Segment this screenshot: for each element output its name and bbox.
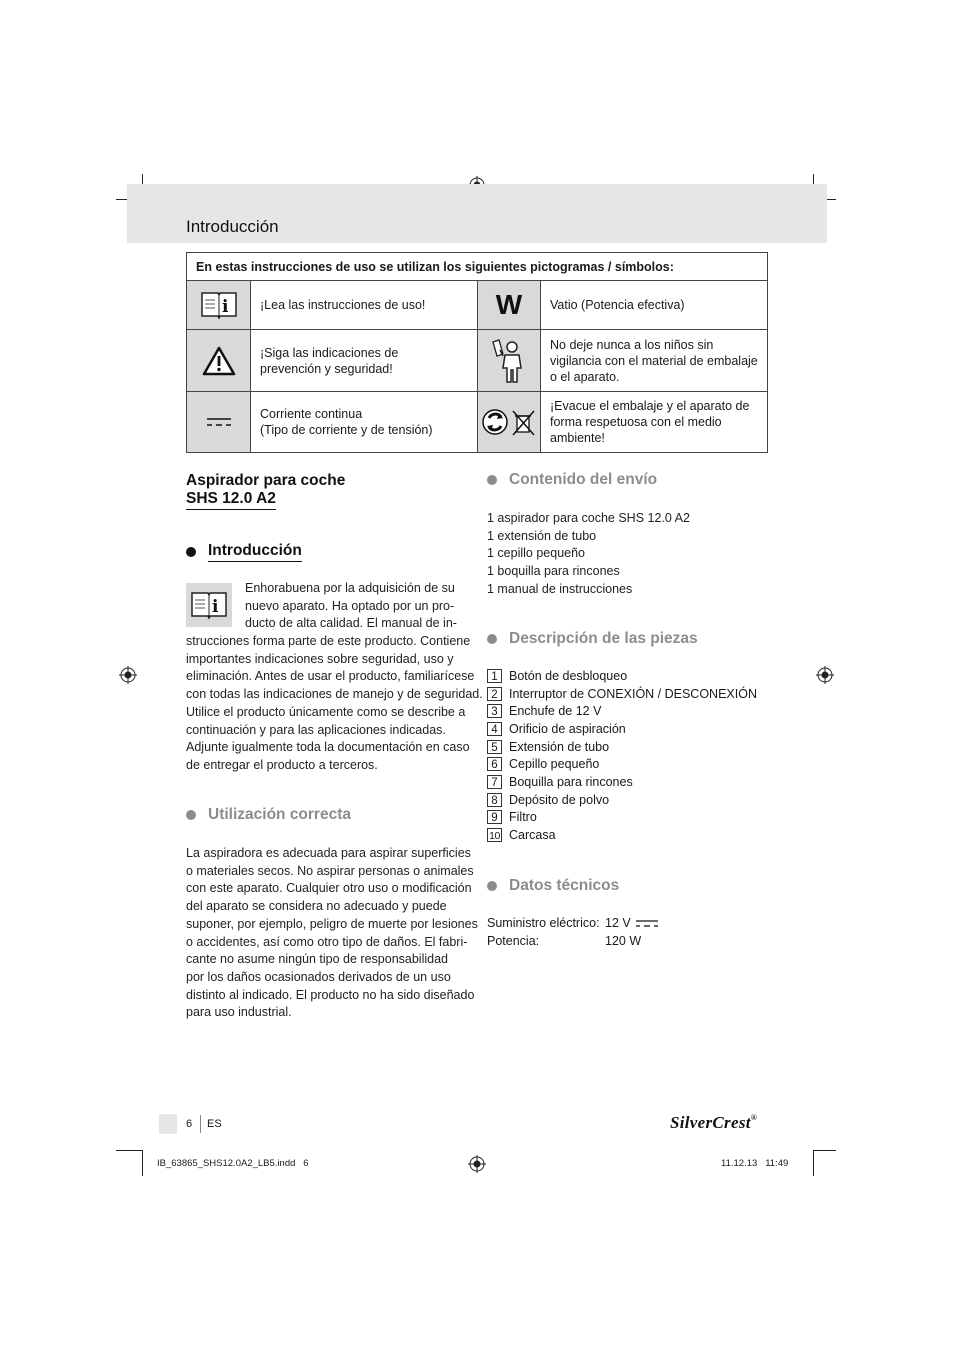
intro-heading [186,542,302,562]
pictogram-text: Corriente continua [260,407,363,421]
book-info-icon [187,281,251,329]
brand-logo-part: Silver [670,1113,713,1132]
brand-logo-part: Crest [712,1113,751,1132]
registration-mark-icon [816,666,834,684]
bullet-icon [186,810,196,820]
part-number: 6 [487,757,502,771]
list-item [487,685,787,703]
registration-mark-icon [468,1155,486,1173]
text-line: Utilice el producto únicamente como se describe a [186,704,466,719]
list-item [487,720,787,738]
list-item [487,826,787,844]
bullet-icon [487,881,497,891]
text-line: con todas las indicaciones de manejo y de seguridad. [186,687,483,702]
list-item: 1 aspirador para coche SHS 12.0 A2 [487,511,690,525]
pictogram-table-heading: En estas instrucciones de uso se utilizan los siguientes pictogramas / símbolos: [187,253,767,281]
registration-mark-icon [119,666,137,684]
text-line: ducto de alta calidad. El manual de in- [245,616,457,631]
product-title-line1: Aspirador para coche [186,472,346,489]
contents-heading-text: Contenido del envío [509,471,658,488]
watt-symbol-icon [477,281,541,329]
tech-row [487,915,659,933]
usage-paragraph [186,845,478,1022]
tech-label: Potencia: [487,933,540,948]
text-line: eliminación. Antes de usar el producto, familiarícese [186,669,475,684]
list-item [487,773,787,791]
text-line: cante no asume ningún tipo de responsabilidad [186,952,448,967]
crop-mark [813,1150,814,1176]
list-item [487,738,787,756]
part-number: 5 [487,740,502,754]
part-label: Enchufe de 12 V [509,704,602,719]
contents-heading [487,471,657,489]
crop-mark [814,1150,836,1151]
tech-value: 120 W [605,933,642,948]
warning-triangle-icon [187,330,251,391]
tech-specs [487,915,659,950]
text-line: Enhorabuena por la adquisición de su [245,581,455,595]
part-label: Depósito de polvo [509,792,610,807]
text-line: nuevo aparato. Ha optado por un pro- [245,598,455,613]
pictogram-text-group [251,392,477,452]
text-line: de entregar el producto a terceros. [186,757,378,772]
text-line: para uso industrial. [186,1005,292,1020]
table-divider [187,391,767,392]
svg-text:i: i [212,597,219,617]
list-item [487,755,787,773]
part-label: Interruptor de CONEXIÓN / DESCONEXIÓN [509,686,757,701]
child-warning-icon [477,330,541,391]
list-item [487,791,787,809]
tech-value: 12 V [605,916,631,930]
text-line: o accidentes, así como otro tipo de daños. El fabri- [186,934,468,949]
intro-paragraph-indented [245,580,457,633]
text-line: Adjunte igualmente toda la documentación en caso [186,740,470,755]
direct-current-icon [187,392,251,452]
part-label: Filtro [509,810,537,825]
part-label: Boquilla para rincones [509,774,633,789]
part-number: 8 [487,793,502,807]
pictogram-text: ¡Lea las instrucciones de uso! [260,298,426,312]
text-line: importantes indicaciones sobre seguridad, uso y [186,651,454,666]
part-number: 4 [487,722,502,736]
footer-tab [159,1114,177,1134]
part-number: 7 [487,775,502,789]
intro-paragraph [186,633,483,775]
text-line: strucciones forma parte de este producto. Contiene [186,634,471,648]
bullet-icon [487,634,497,644]
recycle-disposal-icon [477,392,541,452]
crop-mark [116,1150,142,1151]
part-number: 2 [487,687,502,701]
list-item [487,809,787,827]
parts-heading [487,630,698,648]
text-line: o materiales secos. No aspirar personas o animales [186,863,474,878]
text-line: suponer, por ejemplo, peligro de muerte por lesiones [186,916,478,931]
part-label: Cepillo pequeño [509,757,600,772]
crop-mark [142,1150,143,1176]
list-item: 1 cepillo pequeño [487,546,585,561]
language-code: ES [207,1118,222,1130]
parts-heading-text: Descripción de las piezas [509,630,698,647]
text-line: con este aparato. Cualquier otro uso o modificación [186,881,472,896]
part-number: 10 [487,828,502,842]
page-title: Introducción [186,217,279,236]
text-line: del aparato se considera no adecuado y puede [186,899,447,914]
part-label: Orificio de aspiración [509,721,626,736]
part-label: Extensión de tubo [509,739,610,754]
brand-logo: SilverCrest® [670,1113,758,1132]
print-date: 11.12.13 11:49 [721,1158,789,1169]
file-info: IB_63865_SHS12.0A2_LB5.indd 6 [157,1158,309,1169]
tech-label: Suministro eléctrico: [487,916,600,930]
part-number: 3 [487,704,502,718]
list-item: 1 extensión de tubo [487,528,597,543]
text-line: La aspiradora es adecuada para aspirar superficies [186,846,471,860]
pictogram-text: ¡Siga las indicaciones de prevención y seguridad! [260,345,399,376]
usage-heading-text: Utilización correcta [208,806,351,823]
text-line: distinto al indicado. El producto no ha sido diseñado [186,987,475,1002]
list-item: 1 boquilla para rincones [487,564,620,579]
pictogram-text: (Tipo de corriente y de tensión) [260,423,433,437]
intro-heading-text: Introducción [208,542,302,562]
product-title [186,472,345,510]
list-item [487,667,787,685]
page-number: 6 [186,1118,193,1130]
pictogram-text: No deje nunca a los niños sin vigilancia con el material de embalaje o el aparato. [550,337,758,384]
bullet-icon [186,547,196,557]
book-info-icon [186,583,232,627]
svg-text:i: i [221,297,228,317]
pictogram-text: ¡Evacue el embalaje y el aparato de forma respetuosa con el medio ambiente! [550,399,750,445]
direct-current-icon [635,919,659,929]
usage-heading [186,806,351,824]
list-item: 1 manual de instrucciones [487,581,633,596]
part-label: Botón de desbloqueo [509,668,628,683]
list-item [487,702,787,720]
parts-list [487,667,787,844]
product-model: SHS 12.0 A2 [186,490,276,510]
text-line: continuación y para las aplicaciones indicadas. [186,722,446,737]
pictogram-table [186,252,768,453]
part-label: Carcasa [509,828,556,843]
part-number: 9 [487,810,502,824]
tech-row [487,933,659,951]
bullet-icon [487,475,497,485]
pictogram-text: Vatio (Potencia efectiva) [550,298,685,312]
contents-list [487,510,690,599]
text-line: por los daños ocasionados derivados de un uso [186,969,451,984]
tech-heading-text: Datos técnicos [509,877,620,894]
footer-divider [200,1115,201,1133]
part-number: 1 [487,669,502,683]
tech-heading [487,877,619,895]
table-divider [187,329,767,330]
watt-symbol: W [495,289,523,320]
